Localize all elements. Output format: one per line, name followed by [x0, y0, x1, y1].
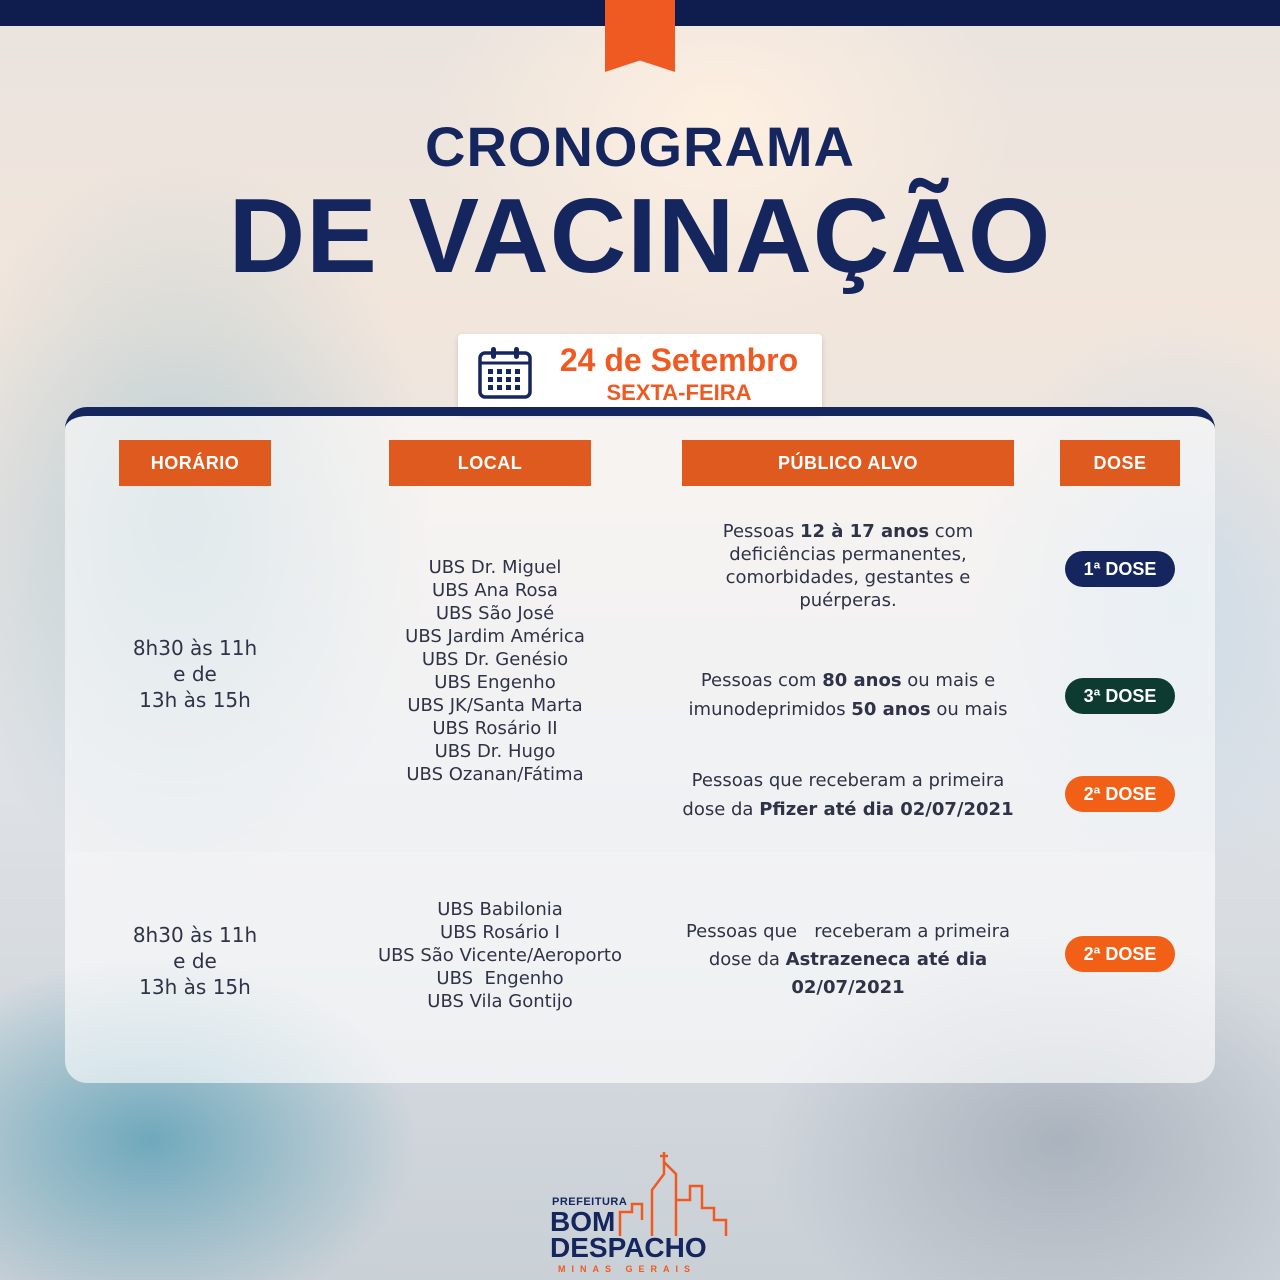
horario-line: 8h30 às 11h [132, 923, 258, 947]
publico-text: dose da [708, 949, 786, 970]
publico-text: ou mais [930, 699, 1008, 720]
publico-text: Pessoas que receberam a primeira [685, 921, 1011, 942]
block2-horario [95, 922, 295, 1000]
publico-date: 02/07/2021 [791, 977, 905, 998]
publico-text: comorbidades, gestantes e [725, 567, 971, 588]
publico-text: imunodeprimidos [688, 699, 852, 720]
publico-age: 50 anos [851, 699, 931, 720]
publico-age: 80 anos [822, 670, 902, 691]
publico-text: dose da [682, 799, 760, 820]
date-badge [458, 334, 822, 414]
date-main: 24 de Setembro [559, 342, 799, 378]
horario-line: 8h30 às 11h [132, 636, 258, 660]
publico-vaccine: Astrazeneca até dia [785, 949, 988, 970]
publico-text: ou mais e [901, 670, 996, 691]
local-item: UBS Ana Rosa [432, 580, 558, 601]
horario-line: e de [173, 662, 217, 686]
block1-horario [95, 635, 295, 713]
block1-publico-1 [668, 520, 1028, 612]
local-item: UBS Engenho [436, 968, 564, 989]
horario-line: 13h às 15h [139, 688, 251, 712]
local-item: UBS Dr. Miguel [428, 557, 562, 578]
schedule-panel [65, 407, 1215, 1083]
publico-text: Pessoas [722, 521, 800, 542]
dose-badge-1: 1ª DOSE [1065, 551, 1175, 587]
dose-badge-2-b: 2ª DOSE [1065, 936, 1175, 972]
block1-publico-3 [658, 766, 1038, 824]
local-item: UBS Rosário I [440, 922, 560, 943]
local-item: UBS Dr. Genésio [421, 649, 569, 670]
dose-badge-3: 3ª DOSE [1065, 678, 1175, 714]
page-title-line2: DE VACINAÇÃO [228, 177, 1052, 295]
local-item: UBS JK/Santa Marta [407, 695, 583, 716]
dose-badge-2: 2ª DOSE [1065, 776, 1175, 812]
local-item: UBS Babilonia [437, 899, 563, 920]
local-item: UBS São José [435, 603, 555, 624]
publico-age: 12 à 17 anos [799, 521, 930, 542]
local-item: UBS Dr. Hugo [434, 741, 556, 762]
block2-publico [658, 918, 1038, 1002]
horario-line: 13h às 15h [139, 975, 251, 999]
date-weekday: SEXTA-FEIRA [606, 380, 752, 405]
prefeitura-logo [548, 1150, 748, 1275]
local-item: UBS Vila Gontijo [427, 991, 573, 1012]
publico-text: puérperas. [799, 590, 897, 611]
local-item: UBS Ozanan/Fátima [406, 764, 584, 785]
publico-vaccine: Pfizer até dia 02/07/2021 [759, 799, 1014, 820]
column-header-local: LOCAL [389, 440, 591, 486]
publico-text: com [929, 521, 974, 542]
block1-locais [345, 556, 645, 786]
logo-prefeitura: PREFEITURA [552, 1196, 628, 1208]
horario-line: e de [173, 949, 217, 973]
block2-locais [335, 898, 665, 1013]
publico-text: Pessoas com [700, 670, 823, 691]
column-header-horario: HORÁRIO [119, 440, 271, 486]
page-title-line1: CRONOGRAMA [425, 115, 855, 178]
block1-publico-2 [658, 666, 1038, 724]
top-ribbon-tab [605, 0, 675, 72]
local-item: UBS Jardim América [405, 626, 585, 647]
publico-text: deficiências permanentes, [729, 544, 967, 565]
calendar-icon [476, 344, 534, 402]
logo-despacho: DESPACHO [550, 1232, 707, 1263]
logo-bom: BOM [550, 1206, 616, 1237]
column-header-dose: DOSE [1060, 440, 1180, 486]
local-item: UBS São Vicente/Aeroporto [377, 945, 623, 966]
logo-minas-gerais: MINAS GERAIS [558, 1264, 697, 1274]
column-header-publico: PÚBLICO ALVO [682, 440, 1014, 486]
city-skyline-icon [618, 1150, 728, 1240]
local-item: UBS Rosário II [432, 718, 558, 739]
local-item: UBS Engenho [434, 672, 556, 693]
publico-text: Pessoas que receberam a primeira [691, 770, 1005, 791]
